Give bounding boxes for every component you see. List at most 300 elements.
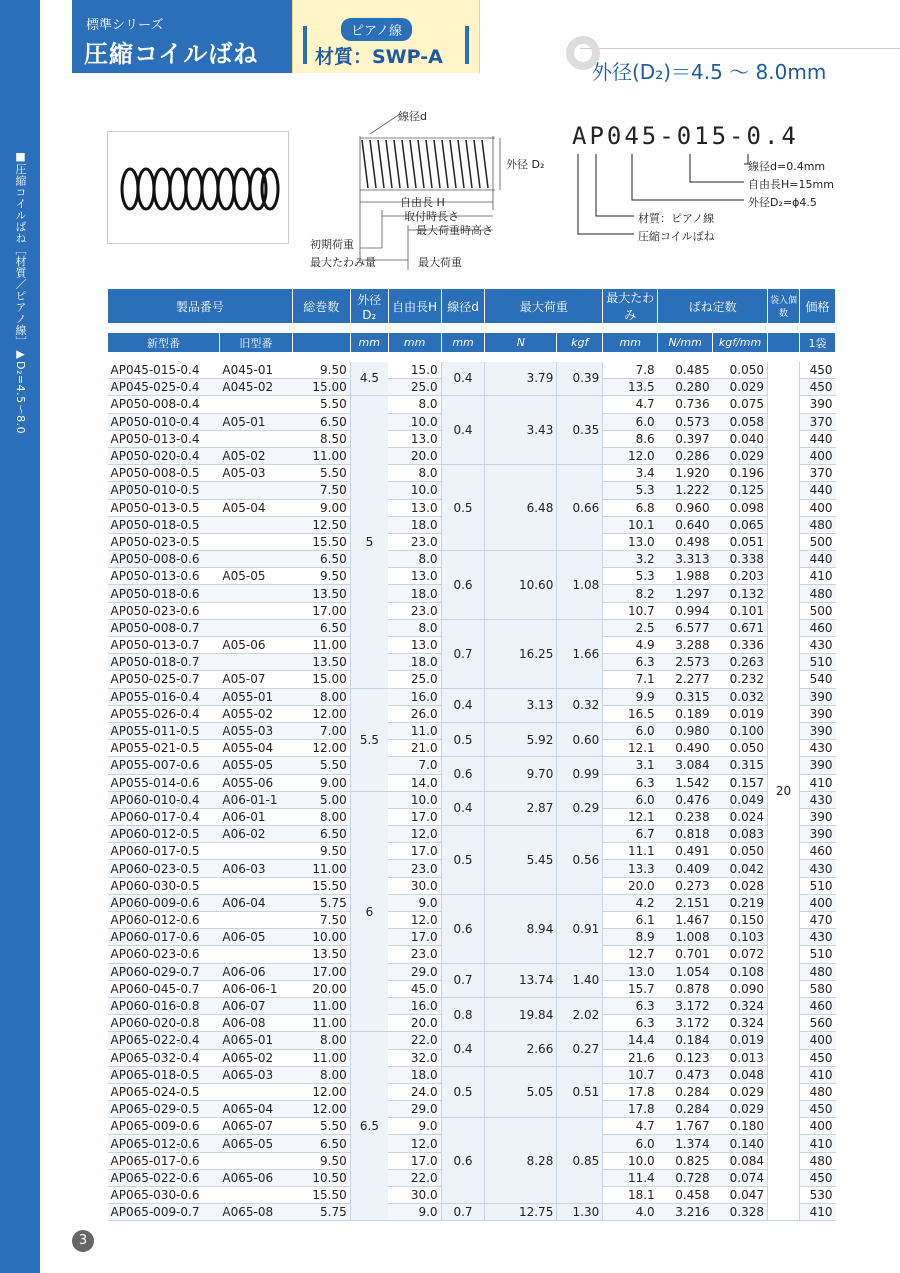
price-cell: 450 (799, 379, 835, 396)
max-deflection-label: 最大たわみ量 (310, 256, 376, 269)
rate-kgf-cell: 0.324 (713, 1015, 768, 1032)
rate-kgf-cell: 0.132 (713, 585, 768, 602)
free-length-cell: 8.0 (388, 551, 441, 568)
rate-n-cell: 0.458 (658, 1187, 713, 1204)
price-cell: 510 (799, 877, 835, 894)
max-deflection-cell: 3.4 (603, 465, 658, 482)
max-deflection-cell: 12.7 (603, 946, 658, 963)
old-model-cell: A055-01 (219, 688, 292, 705)
rate-kgf-cell: 0.029 (713, 1101, 768, 1118)
old-model-cell (219, 551, 292, 568)
new-model-cell: AP065-024-0.5 (108, 1083, 220, 1100)
new-model-cell: AP050-010-0.5 (108, 482, 220, 499)
material-pill: ピアノ線 (341, 18, 412, 41)
unit-n: N (485, 333, 557, 353)
max-load-kgf-cell: 2.02 (557, 997, 603, 1031)
rate-kgf-cell: 0.013 (713, 1049, 768, 1066)
new-model-cell: AP050-018-0.5 (108, 516, 220, 533)
table-row (108, 1118, 836, 1135)
turns-cell: 6.50 (292, 1135, 350, 1152)
rate-kgf-cell: 0.328 (713, 1204, 768, 1221)
turns-cell: 12.00 (292, 1083, 350, 1100)
old-model-cell (219, 946, 292, 963)
rate-kgf-cell: 0.125 (713, 482, 768, 499)
rate-kgf-cell: 0.040 (713, 430, 768, 447)
turns-cell: 8.50 (292, 430, 350, 447)
spec-table (107, 288, 836, 1221)
rate-n-cell: 0.640 (658, 516, 713, 533)
new-model-cell: AP065-018-0.5 (108, 1066, 220, 1083)
old-model-cell: A065-05 (219, 1135, 292, 1152)
max-load-n-cell: 8.94 (485, 894, 557, 963)
unit-mm: mm (441, 333, 485, 353)
rate-kgf-cell: 0.090 (713, 980, 768, 997)
turns-cell: 10.50 (292, 1169, 350, 1186)
rate-kgf-cell: 0.098 (713, 499, 768, 516)
rate-kgf-cell: 0.157 (713, 774, 768, 791)
max-deflection-cell: 8.2 (603, 585, 658, 602)
price-cell: 430 (799, 740, 835, 757)
rate-n-cell: 0.818 (658, 826, 713, 843)
rate-kgf-cell: 0.103 (713, 929, 768, 946)
code-legend-wire: 線径d=0.4mm (748, 160, 826, 173)
free-length-cell: 26.0 (388, 705, 441, 722)
max-deflection-cell: 7.1 (603, 671, 658, 688)
max-deflection-cell: 8.6 (603, 430, 658, 447)
rate-n-cell: 0.273 (658, 877, 713, 894)
max-deflection-cell: 13.3 (603, 860, 658, 877)
col-old-model: 旧型番 (219, 333, 292, 353)
price-cell: 510 (799, 654, 835, 671)
divider (465, 26, 469, 64)
max-deflection-cell: 4.7 (603, 396, 658, 413)
rate-kgf-cell: 0.029 (713, 1083, 768, 1100)
diameter-range: 外径(D₂)＝4.5 ～ 8.0mm (592, 60, 827, 84)
rate-n-cell: 0.994 (658, 602, 713, 619)
price-cell: 390 (799, 808, 835, 825)
rate-kgf-cell: 0.047 (713, 1187, 768, 1204)
old-model-cell: A065-02 (219, 1049, 292, 1066)
code-legend-type: 圧縮コイルばね (638, 230, 715, 243)
max-deflection-cell: 17.8 (603, 1083, 658, 1100)
price-cell: 410 (799, 568, 835, 585)
max-deflection-cell: 6.3 (603, 997, 658, 1014)
max-deflection-cell: 6.7 (603, 826, 658, 843)
page-number: 3 (72, 1230, 94, 1252)
sample-code: AP045-015-0.4 (572, 122, 799, 150)
rate-n-cell: 1.988 (658, 568, 713, 585)
old-model-cell: A05-05 (219, 568, 292, 585)
turns-cell: 13.50 (292, 585, 350, 602)
old-model-cell: A06-02 (219, 826, 292, 843)
free-length-cell: 30.0 (388, 1187, 441, 1204)
wire-diameter-cell: 0.6 (441, 551, 485, 620)
unit-kgf-mm: kgf/mm (713, 333, 768, 353)
new-model-cell: AP045-025-0.4 (108, 379, 220, 396)
table-row (108, 791, 836, 808)
outer-diameter-cell: 6.5 (350, 1032, 388, 1221)
rate-kgf-cell: 0.180 (713, 1118, 768, 1135)
free-length-cell: 11.0 (388, 722, 441, 739)
rate-kgf-cell: 0.671 (713, 619, 768, 636)
new-model-cell: AP050-018-0.7 (108, 654, 220, 671)
wire-diameter-cell: 0.5 (441, 722, 485, 756)
new-model-cell: AP050-013-0.7 (108, 637, 220, 654)
price-cell: 450 (799, 1101, 835, 1118)
wire-diameter-cell: 0.5 (441, 1066, 485, 1118)
rate-kgf-cell: 0.065 (713, 516, 768, 533)
price-cell: 390 (799, 396, 835, 413)
max-load-kgf-cell: 0.91 (557, 894, 603, 963)
spring-diagram (300, 100, 545, 280)
turns-cell: 11.00 (292, 860, 350, 877)
old-model-cell (219, 482, 292, 499)
rate-n-cell: 0.189 (658, 705, 713, 722)
table-row (108, 722, 836, 739)
rate-n-cell: 0.498 (658, 533, 713, 550)
free-length-cell: 45.0 (388, 980, 441, 997)
new-model-cell: AP065-012-0.6 (108, 1135, 220, 1152)
wire-diameter-cell: 0.7 (441, 963, 485, 997)
price-cell: 460 (799, 619, 835, 636)
unit-mm: mm (350, 333, 388, 353)
free-length-label: 自由長 H (400, 196, 445, 209)
max-load-n-cell: 5.45 (485, 826, 557, 895)
rate-n-cell: 0.490 (658, 740, 713, 757)
rate-kgf-cell: 0.219 (713, 894, 768, 911)
free-length-cell: 20.0 (388, 447, 441, 464)
max-deflection-cell: 20.0 (603, 877, 658, 894)
old-model-cell: A06-04 (219, 894, 292, 911)
material-block (292, 0, 480, 73)
turns-cell: 5.50 (292, 757, 350, 774)
old-model-cell: A055-06 (219, 774, 292, 791)
max-deflection-cell: 6.0 (603, 413, 658, 430)
price-cell: 440 (799, 551, 835, 568)
rate-kgf-cell: 0.338 (713, 551, 768, 568)
new-model-cell: AP065-009-0.7 (108, 1204, 220, 1221)
spec-table-body (108, 362, 836, 1221)
price-cell: 400 (799, 447, 835, 464)
wire-diameter-cell: 0.4 (441, 362, 485, 396)
rate-n-cell: 1.767 (658, 1118, 713, 1135)
old-model-cell: A05-02 (219, 447, 292, 464)
free-length-cell: 32.0 (388, 1049, 441, 1066)
col-qty: 袋入個数 (768, 289, 800, 324)
max-deflection-cell: 17.8 (603, 1101, 658, 1118)
free-length-cell: 21.0 (388, 740, 441, 757)
rate-kgf-cell: 0.019 (713, 1032, 768, 1049)
new-model-cell: AP060-012-0.6 (108, 912, 220, 929)
wire-diameter-cell: 0.6 (441, 757, 485, 791)
price-cell: 460 (799, 997, 835, 1014)
turns-cell: 11.00 (292, 997, 350, 1014)
old-model-cell: A06-08 (219, 1015, 292, 1032)
free-length-cell: 14.0 (388, 774, 441, 791)
price-cell: 500 (799, 533, 835, 550)
old-model-cell (219, 430, 292, 447)
max-deflection-cell: 6.1 (603, 912, 658, 929)
max-load-kgf-cell: 0.66 (557, 465, 603, 551)
new-model-cell: AP060-023-0.6 (108, 946, 220, 963)
rate-n-cell: 0.736 (658, 396, 713, 413)
table-row (108, 826, 836, 843)
free-length-cell: 18.0 (388, 585, 441, 602)
free-length-cell: 13.0 (388, 568, 441, 585)
free-length-cell: 8.0 (388, 619, 441, 636)
new-model-cell: AP060-012-0.5 (108, 826, 220, 843)
max-deflection-cell: 12.1 (603, 808, 658, 825)
max-load-kgf-cell: 0.32 (557, 688, 603, 722)
part-code-legend (560, 118, 890, 253)
max-load-kgf-cell: 0.85 (557, 1118, 603, 1204)
old-model-cell: A05-04 (219, 499, 292, 516)
max-load-kgf-cell: 0.51 (557, 1066, 603, 1118)
max-load-n-cell: 3.79 (485, 362, 557, 396)
turns-cell: 9.00 (292, 774, 350, 791)
initial-load-label: 初期荷重 (310, 238, 354, 251)
code-legend-material: 材質：ピアノ線 (638, 212, 715, 225)
rate-n-cell: 3.313 (658, 551, 713, 568)
new-model-cell: AP050-010-0.4 (108, 413, 220, 430)
rate-kgf-cell: 0.050 (713, 740, 768, 757)
price-cell: 390 (799, 722, 835, 739)
wire-diameter-cell: 0.4 (441, 1032, 485, 1066)
max-deflection-cell: 6.0 (603, 722, 658, 739)
old-model-cell: A06-03 (219, 860, 292, 877)
max-deflection-cell: 3.2 (603, 551, 658, 568)
max-deflection-cell: 15.7 (603, 980, 658, 997)
max-load-kgf-cell: 1.30 (557, 1204, 603, 1221)
table-row (108, 396, 836, 413)
old-model-cell: A055-03 (219, 722, 292, 739)
max-deflection-cell: 7.8 (603, 362, 658, 379)
old-model-cell: A06-06 (219, 963, 292, 980)
page-title: 圧縮コイルばね (84, 40, 259, 68)
wire-diameter-cell: 0.5 (441, 465, 485, 551)
free-length-cell: 12.0 (388, 912, 441, 929)
col-free-length: 自由長H (388, 289, 441, 324)
rate-n-cell: 3.172 (658, 997, 713, 1014)
max-load-kgf-cell: 0.56 (557, 826, 603, 895)
rate-kgf-cell: 0.051 (713, 533, 768, 550)
rate-n-cell: 0.878 (658, 980, 713, 997)
max-load-n-cell: 3.43 (485, 396, 557, 465)
rate-kgf-cell: 0.100 (713, 722, 768, 739)
max-load-n-cell: 2.87 (485, 791, 557, 825)
rate-n-cell: 0.473 (658, 1066, 713, 1083)
rate-n-cell: 0.476 (658, 791, 713, 808)
old-model-cell: A065-06 (219, 1169, 292, 1186)
new-model-cell: AP060-009-0.6 (108, 894, 220, 911)
old-model-cell: A055-05 (219, 757, 292, 774)
old-model-cell: A055-02 (219, 705, 292, 722)
price-cell: 390 (799, 757, 835, 774)
table-row (108, 465, 836, 482)
rate-n-cell: 0.184 (658, 1032, 713, 1049)
rate-n-cell: 0.284 (658, 1101, 713, 1118)
max-deflection-cell: 10.7 (603, 1066, 658, 1083)
rate-n-cell: 1.542 (658, 774, 713, 791)
old-model-cell: A045-01 (219, 362, 292, 379)
max-deflection-cell: 12.0 (603, 447, 658, 464)
turns-cell: 8.00 (292, 1066, 350, 1083)
turns-cell: 8.00 (292, 688, 350, 705)
rate-n-cell: 0.485 (658, 362, 713, 379)
new-model-cell: AP060-030-0.5 (108, 877, 220, 894)
rate-n-cell: 0.397 (658, 430, 713, 447)
rate-kgf-cell: 0.032 (713, 688, 768, 705)
new-model-cell: AP050-013-0.6 (108, 568, 220, 585)
rate-n-cell: 0.701 (658, 946, 713, 963)
old-model-cell (219, 877, 292, 894)
rate-kgf-cell: 0.072 (713, 946, 768, 963)
rate-kgf-cell: 0.324 (713, 997, 768, 1014)
table-row (108, 362, 836, 379)
rate-kgf-cell: 0.263 (713, 654, 768, 671)
free-length-cell: 23.0 (388, 860, 441, 877)
new-model-cell: AP050-008-0.4 (108, 396, 220, 413)
old-model-cell: A05-01 (219, 413, 292, 430)
old-model-cell: A06-01-1 (219, 791, 292, 808)
rate-kgf-cell: 0.029 (713, 447, 768, 464)
new-model-cell: AP050-013-0.4 (108, 430, 220, 447)
rate-kgf-cell: 0.150 (713, 912, 768, 929)
free-length-cell: 13.0 (388, 499, 441, 516)
table-row (108, 619, 836, 636)
max-load-n-cell: 6.48 (485, 465, 557, 551)
new-model-cell: AP065-022-0.6 (108, 1169, 220, 1186)
max-load-kgf-cell: 0.27 (557, 1032, 603, 1066)
old-model-cell: A05-07 (219, 671, 292, 688)
free-length-cell: 23.0 (388, 946, 441, 963)
rate-kgf-cell: 0.024 (713, 808, 768, 825)
free-length-cell: 18.0 (388, 1066, 441, 1083)
price-cell: 370 (799, 413, 835, 430)
rate-kgf-cell: 0.232 (713, 671, 768, 688)
new-model-cell: AP060-020-0.8 (108, 1015, 220, 1032)
new-model-cell: AP050-013-0.5 (108, 499, 220, 516)
price-cell: 390 (799, 688, 835, 705)
price-cell: 430 (799, 791, 835, 808)
max-deflection-cell: 21.6 (603, 1049, 658, 1066)
rate-n-cell: 2.573 (658, 654, 713, 671)
sidebar-label: ■圧縮コイルばね［材質／ピアノ線］▶D₂=4.5～8.0 (14, 150, 27, 435)
max-deflection-cell: 13.0 (603, 963, 658, 980)
price-cell: 540 (799, 671, 835, 688)
new-model-cell: AP055-021-0.5 (108, 740, 220, 757)
max-deflection-cell: 14.4 (603, 1032, 658, 1049)
old-model-cell: A065-03 (219, 1066, 292, 1083)
turns-cell: 5.75 (292, 1204, 350, 1221)
rate-n-cell: 0.960 (658, 499, 713, 516)
new-model-cell: AP060-045-0.7 (108, 980, 220, 997)
free-length-cell: 9.0 (388, 1118, 441, 1135)
price-cell: 480 (799, 1152, 835, 1169)
max-load-n-cell: 10.60 (485, 551, 557, 620)
old-model-cell (219, 533, 292, 550)
new-model-cell: AP065-009-0.6 (108, 1118, 220, 1135)
rate-n-cell: 0.825 (658, 1152, 713, 1169)
price-cell: 430 (799, 637, 835, 654)
new-model-cell: AP050-018-0.6 (108, 585, 220, 602)
new-model-cell: AP060-010-0.4 (108, 791, 220, 808)
free-length-cell: 10.0 (388, 791, 441, 808)
max-load-height-label: 最大荷重時高さ (416, 224, 493, 237)
rate-n-cell: 1.222 (658, 482, 713, 499)
table-row (108, 688, 836, 705)
free-length-cell: 22.0 (388, 1032, 441, 1049)
rate-kgf-cell: 0.028 (713, 877, 768, 894)
old-model-cell: A065-04 (219, 1101, 292, 1118)
max-load-kgf-cell: 0.39 (557, 362, 603, 396)
rate-n-cell: 1.054 (658, 963, 713, 980)
old-model-cell (219, 1083, 292, 1100)
max-load-kgf-cell: 1.66 (557, 619, 603, 688)
max-load-n-cell: 9.70 (485, 757, 557, 791)
max-deflection-cell: 6.3 (603, 1015, 658, 1032)
old-model-cell: A05-03 (219, 465, 292, 482)
max-deflection-cell: 6.8 (603, 499, 658, 516)
table-row (108, 894, 836, 911)
turns-cell: 7.00 (292, 722, 350, 739)
price-cell: 440 (799, 482, 835, 499)
old-model-cell: A06-07 (219, 997, 292, 1014)
qty-cell: 20 (768, 362, 800, 1221)
max-deflection-cell: 10.0 (603, 1152, 658, 1169)
wire-diameter-cell: 0.8 (441, 997, 485, 1031)
price-cell: 430 (799, 860, 835, 877)
old-model-cell: A05-06 (219, 637, 292, 654)
rate-n-cell: 3.288 (658, 637, 713, 654)
rate-n-cell: 1.374 (658, 1135, 713, 1152)
wire-diameter-cell: 0.7 (441, 1204, 485, 1221)
price-cell: 500 (799, 602, 835, 619)
rate-n-cell: 0.980 (658, 722, 713, 739)
turns-cell: 9.50 (292, 1152, 350, 1169)
free-length-cell: 25.0 (388, 379, 441, 396)
old-model-cell (219, 585, 292, 602)
sidebar (0, 0, 40, 1273)
spring-photo (107, 131, 289, 244)
turns-cell: 17.00 (292, 602, 350, 619)
free-length-cell: 13.0 (388, 637, 441, 654)
turns-cell: 7.50 (292, 912, 350, 929)
max-load-n-cell: 8.28 (485, 1118, 557, 1204)
price-cell: 400 (799, 1032, 835, 1049)
new-model-cell: AP065-029-0.5 (108, 1101, 220, 1118)
unit-per-bag: 1袋 (799, 333, 835, 353)
turns-cell: 11.00 (292, 1015, 350, 1032)
max-load-n-cell: 5.05 (485, 1066, 557, 1118)
price-cell: 390 (799, 826, 835, 843)
price-cell: 400 (799, 499, 835, 516)
rate-n-cell: 2.151 (658, 894, 713, 911)
max-load-n-cell: 2.66 (485, 1032, 557, 1066)
old-model-cell (219, 912, 292, 929)
old-model-cell: A055-04 (219, 740, 292, 757)
turns-cell: 12.00 (292, 1101, 350, 1118)
old-model-cell (219, 654, 292, 671)
old-model-cell: A065-07 (219, 1118, 292, 1135)
wire-diameter-cell: 0.7 (441, 619, 485, 688)
turns-cell: 9.50 (292, 362, 350, 379)
max-deflection-cell: 4.0 (603, 1204, 658, 1221)
free-length-cell: 29.0 (388, 963, 441, 980)
free-length-cell: 16.0 (388, 688, 441, 705)
price-cell: 480 (799, 1083, 835, 1100)
turns-cell: 13.50 (292, 654, 350, 671)
